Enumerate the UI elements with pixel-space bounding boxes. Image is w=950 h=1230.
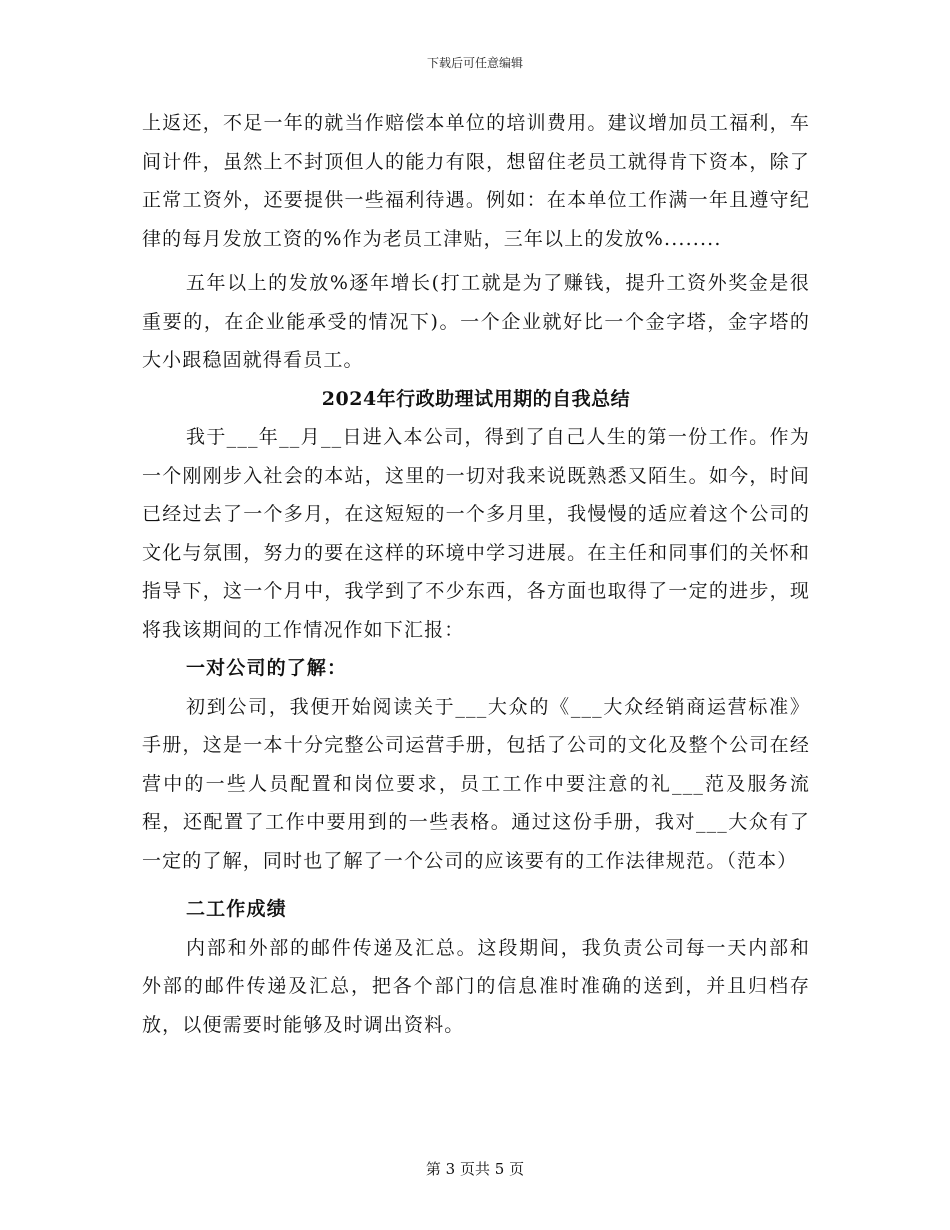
paragraph-achievements: 内部和外部的邮件传递及汇总。这段期间，我负责公司每一天内部和外部的邮件传递及汇总，把各个部门的信息准时准确的送到，并且归档存放，以便需要时能够及时调出资料。 [142, 936, 810, 1036]
page-footer-number: 第 3 页共 5 页 [425, 1160, 525, 1178]
article-title: 2024年行政助理试用期的自我总结 [321, 387, 631, 410]
section-heading-achievements: 二工作成绩 [186, 898, 287, 920]
paragraph-continuation: 上返还，不足一年的就当作赔偿本单位的培训费用。建议增加员工福利，车间计件，虽然上不封顶但人的能力有限，想留住老员工就得肯下资本，除了正常工资外，还要提供一些福利待遇。例如：在本单位工作满一年且遵守纪律的每月发放工资的%作为老员工津贴，三年以上的发放%........ [142, 112, 810, 250]
spacer [142, 880, 810, 890]
page-header-note: 下载后可任意编辑 [426, 56, 523, 70]
document-body [142, 104, 810, 1044]
paragraph-five-years: 五年以上的发放%逐年增长(打工就是为了赚钱，提升工资外奖金是很重要的，在企业能承受的情况下)。一个企业就好比一个金字塔，金字塔的大小跟稳固就得看员工。 [142, 272, 810, 371]
paragraph-intro: 我于___年__月__日进入本公司，得到了自己人生的第一份工作。作为一个刚刚步入社会的本站，这里的一切对我来说既熟悉又陌生。如今，时间已经过去了一个多月，在这短短的一个多月里，我慢慢的适应着这个公司的文化与氛围，努力的要在这样的环境中学习进展。在主任和同事们的关怀和指导下，这一个月中，我学到了不少东西，各方面也取得了一定的进步，现将我该期间的工作情况作如下汇报： [142, 426, 810, 641]
section-heading-company: 一对公司的了解： [186, 657, 348, 679]
paragraph-company-understanding: 初到公司，我便开始阅读关于___大众的《___大众经销商运营标准》手册，这是一本十分完整公司运营手册，包括了公司的文化及整个公司在经营中的一些人员配置和岗位要求，员工工作中要注意的礼___范及服务流程，还配置了工作中要用到的一些表格。通过这份手册，我对___大众有了一定的了解，同时也了解了一个公司的应该要有的工作法律规范。（范本） [142, 695, 810, 872]
